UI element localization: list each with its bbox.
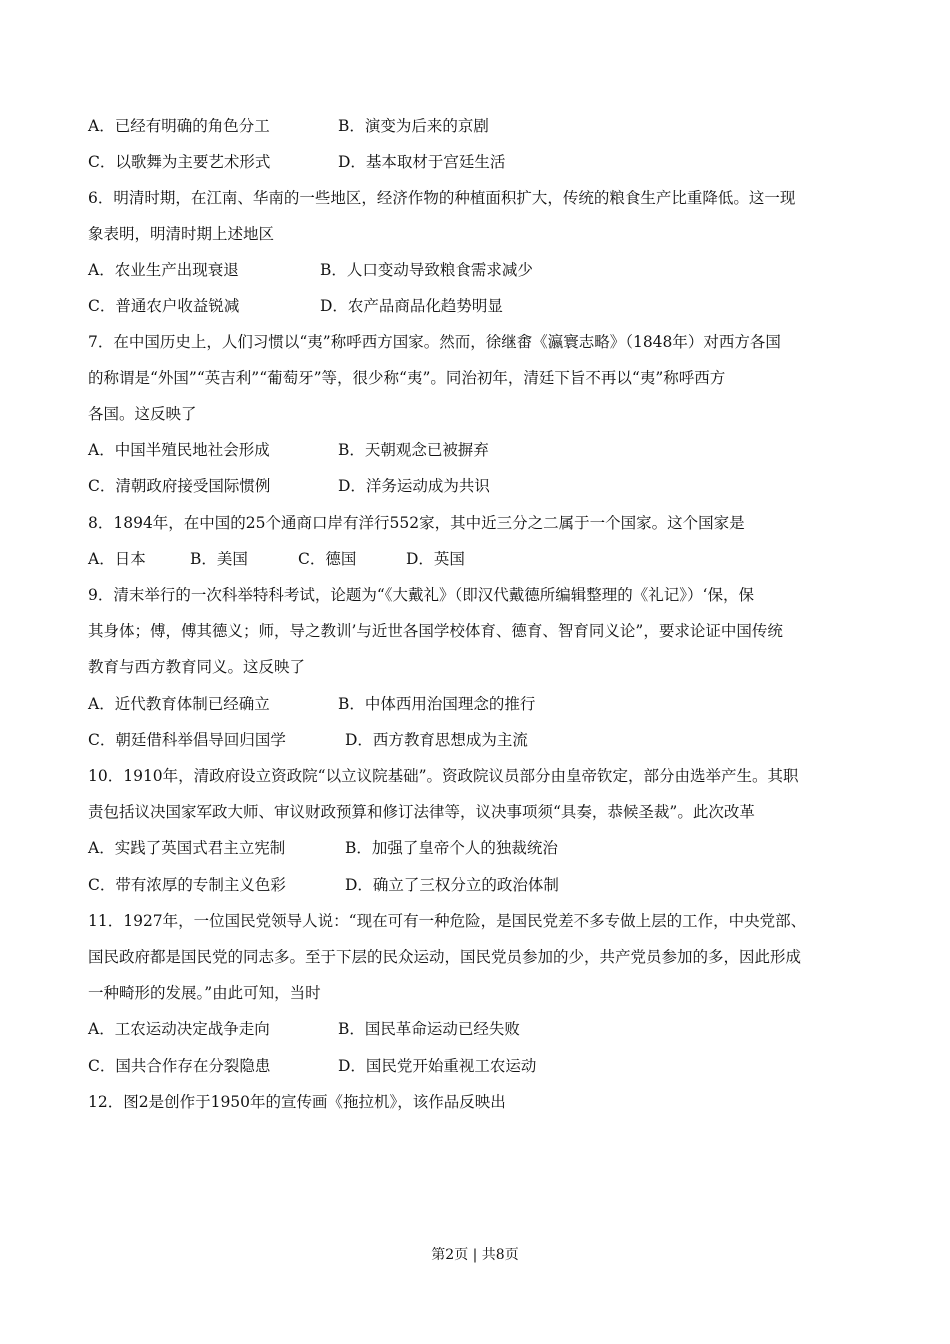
answer-option: C．清朝政府接受国际惯例 [88,477,271,495]
question-text-line: 责包括议决国家军政大师、审议财政预算和修订法律等，议决事项须“具奏，恭候圣裁”。此次改革 [88,803,755,821]
question-text-line: 各国。这反映了 [88,405,197,423]
answer-option: D．基本取材于宫廷生活 [338,153,506,171]
answer-option: D．国民党开始重视工农运动 [338,1057,537,1075]
options-row [88,116,489,136]
question-text-line: 12．图2是创作于1950年的宣传画《拖拉机》，该作品反映出 [88,1093,506,1111]
options-row [88,694,535,714]
question-text-line: 7．在中国历史上，人们习惯以“夷”称呼西方国家。然而，徐继畬《瀛寰志略》（1848年）对西方各国 [88,333,781,351]
options-row [88,260,533,280]
question-text-line: 教育与西方教育同义。这反映了 [88,658,306,676]
options-row [88,549,465,569]
options-row [88,152,505,172]
answer-option: A．已经有明确的角色分工 [88,117,270,135]
answer-option: D．确立了三权分立的政治体制 [345,876,559,894]
question-text-line: 10．1910年，清政府设立资政院“以立议院基础”。资政院议员部分由皇帝钦定，部分由选举产生。其职 [88,767,799,785]
options-row [88,875,559,895]
answer-option: C．国共合作存在分裂隐患 [88,1057,271,1075]
answer-option: C．以歌舞为主要艺术形式 [88,153,271,171]
page-footer: 第2页 | 共8页 [431,1247,519,1263]
options-row [88,476,490,496]
answer-option: B．美国 [190,550,248,568]
options-row [88,838,558,858]
answer-option: C．朝廷借科举倡导回归国学 [88,731,286,749]
options-row [88,1019,520,1039]
answer-option: A．实践了英国式君主立宪制 [88,839,286,857]
answer-option: C．普通农户收益锐减 [88,297,240,315]
answer-option: A．近代教育体制已经确立 [88,695,270,713]
answer-option: A．中国半殖民地社会形成 [88,441,270,459]
options-row [88,730,528,750]
answer-option: B．中体西用治国理念的推行 [338,695,536,713]
answer-option: A．农业生产出现衰退 [88,261,239,279]
answer-option: D．洋务运动成为共识 [338,477,490,495]
question-text-line: 11．1927年，一位国民党领导人说：“现在可有一种危险，是国民党差不多专做上层的工作，中央党部、 [88,912,807,930]
answer-option: C．带有浓厚的专制主义色彩 [88,876,286,894]
question-text-line: 象表明，明清时期上述地区 [88,225,275,243]
answer-option: B．国民革命运动已经失败 [338,1020,520,1038]
question-text-line: 其身体；傅，傅其德义；师，导之教训’与近世各国学校体育、德育、智育同义论”，要求论证中国传统 [88,622,783,640]
answer-option: C．德国 [298,550,357,568]
answer-option: D．英国 [406,550,465,568]
answer-option: B．天朝观念已被摒弃 [338,441,489,459]
answer-option: D．西方教育思想成为主流 [345,731,528,749]
question-text-line: 9．清末举行的一次科举特科考试，论题为“《大戴礼》（即汉代戴德所编辑整理的《礼记》）‘保，保 [88,586,754,604]
question-text-line: 的称谓是“外国”“英吉利”“葡萄牙”等，很少称“夷”。同治初年，清廷下旨不再以“夷”称呼西方 [88,369,726,387]
answer-option: A．日本 [88,550,146,568]
answer-option: B．演变为后来的京剧 [338,117,489,135]
question-text-line: 6．明清时期，在江南、华南的一些地区，经济作物的种植面积扩大，传统的粮食生产比重降低。这一现 [88,189,796,207]
options-row [88,296,503,316]
question-text-line: 8．1894年，在中国的25个通商口岸有洋行552家，其中近三分之二属于一个国家。这个国家是 [88,514,745,532]
answer-option: A．工农运动决定战争走向 [88,1020,270,1038]
question-text-line: 一种畸形的发展。”由此可知，当时 [88,984,321,1002]
question-text-line: 国民政府都是国民党的同志多。至于下层的民众运动，国民党员参加的少，共产党员参加的多，因此形成 [88,948,802,966]
options-row [88,440,489,460]
options-row [88,1056,536,1076]
answer-option: D．农产品商品化趋势明显 [320,297,503,315]
answer-option: B．加强了皇帝个人的独裁统治 [345,839,558,857]
answer-option: B．人口变动导致粮食需求减少 [320,261,533,279]
